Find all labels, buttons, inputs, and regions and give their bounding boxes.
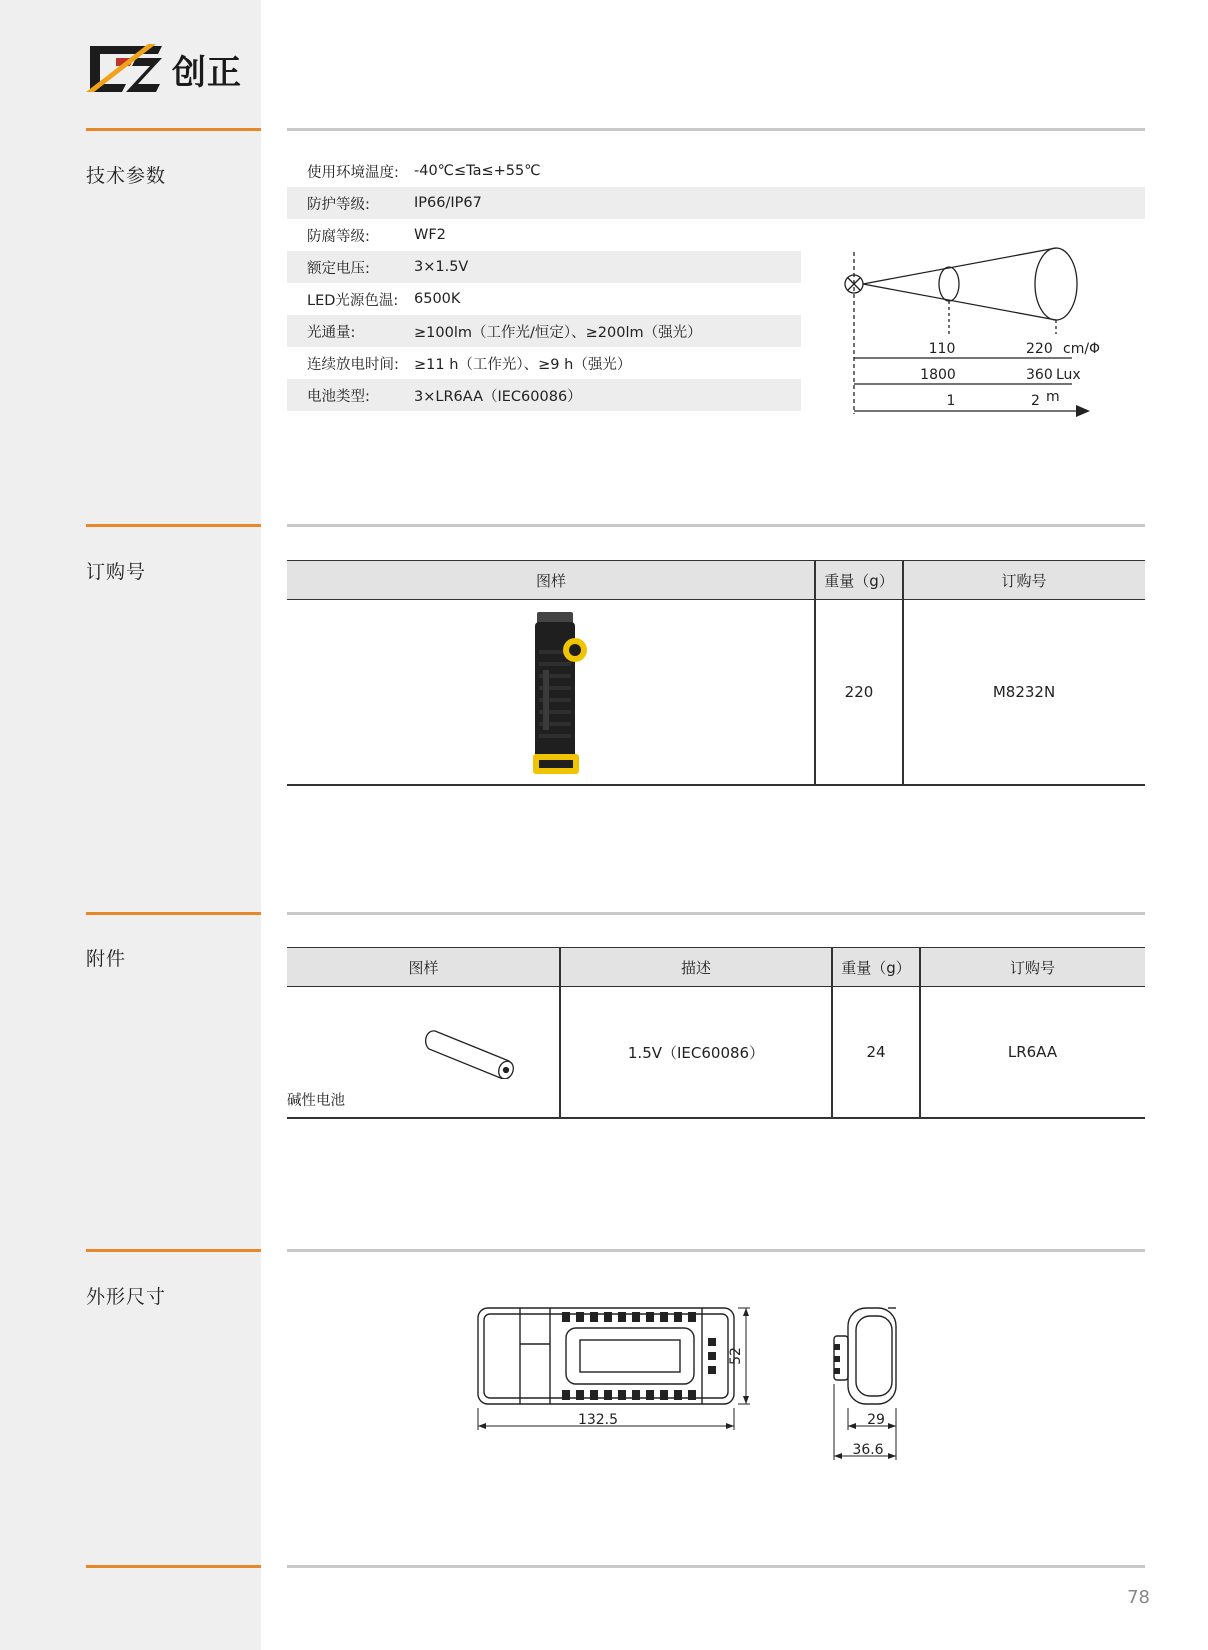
spec-value: ≥11 h（工作光）、≥9 h（强光） <box>414 356 632 373</box>
spec-value: ≥100lm（工作光/恒定）、≥200lm（强光） <box>414 324 702 341</box>
section-title-accessory: 附件 <box>86 948 127 970</box>
section-rule-accent <box>86 128 261 131</box>
table-header <box>287 560 1145 600</box>
spec-label: 防腐等级: <box>307 228 370 245</box>
spec-label: 额定电压: <box>307 260 370 277</box>
header-cell: 重量（g） <box>841 958 911 977</box>
brand-name: 创正 <box>172 52 242 93</box>
accessory-description: 1.5V（IEC60086） <box>627 1043 765 1062</box>
spec-label: 使用环境温度: <box>307 164 399 181</box>
brand-logo <box>86 44 242 94</box>
beam-lux-1: 1800 <box>920 367 956 383</box>
beam-distance-1: 1 <box>946 393 956 409</box>
section-title-dimensions: 外形尺寸 <box>86 1286 167 1308</box>
accessory-table <box>287 947 1145 1118</box>
accessory-weight: 24 <box>866 1043 886 1061</box>
dimension-length: 132.5 <box>577 1412 619 1428</box>
spec-row <box>287 219 801 251</box>
spec-value: IP66/IP67 <box>414 195 482 211</box>
cz-logo-icon <box>86 44 166 94</box>
accessory-caption: 碱性电池 <box>287 1093 345 1109</box>
spec-label: 连续放电时间: <box>307 356 399 373</box>
spec-value: 3×1.5V <box>414 259 469 275</box>
spec-label: 防护等级: <box>307 196 370 213</box>
spec-value: 6500K <box>414 291 461 307</box>
section-title-order: 订购号 <box>86 561 147 583</box>
table-bottom-rule <box>287 1117 1145 1119</box>
spec-row <box>287 315 801 347</box>
header-cell: 描述 <box>680 958 711 977</box>
header-cell: 图样 <box>535 571 566 590</box>
spec-label: LED光源色温: <box>307 292 399 309</box>
sidebar <box>0 0 261 1650</box>
dimension-drawing <box>470 1300 910 1470</box>
section-rule-accent <box>86 912 261 915</box>
spec-label: 光通量: <box>307 324 356 341</box>
spec-row <box>287 379 801 411</box>
battery-image <box>425 1023 525 1079</box>
beam-diameter-2: 220 <box>1026 341 1053 357</box>
beam-lux-2: 360 <box>1026 367 1053 383</box>
table-header <box>287 947 1145 987</box>
flashlight-product-image <box>523 610 593 780</box>
accessory-order-number: LR6AA <box>1007 1043 1058 1061</box>
spec-value: 3×LR6AA（IEC60086） <box>414 388 582 405</box>
section-rule <box>287 1249 1145 1252</box>
spec-label: 电池类型: <box>307 388 370 405</box>
footer-rule-accent <box>86 1565 261 1568</box>
order-weight: 220 <box>844 683 874 701</box>
section-rule-accent <box>86 524 261 527</box>
order-number: M8232N <box>992 683 1056 701</box>
table-bottom-rule <box>287 784 1145 786</box>
section-rule <box>287 128 1145 131</box>
spec-row <box>287 283 801 315</box>
header-cell: 重量（g） <box>824 571 894 590</box>
spec-row <box>287 251 801 283</box>
header-cell: 图样 <box>408 958 439 977</box>
section-rule <box>287 524 1145 527</box>
beam-diameter-1: 110 <box>928 341 956 357</box>
beam-distance-unit: m <box>1046 389 1060 405</box>
beam-diagram <box>826 244 1136 424</box>
spec-row <box>287 155 1145 187</box>
spec-value: WF2 <box>414 227 446 243</box>
dimension-depth-inner: 29 <box>867 1412 885 1428</box>
section-rule-accent <box>86 1249 261 1252</box>
order-table <box>287 560 1145 785</box>
footer-rule <box>287 1565 1145 1568</box>
dimension-depth-outer: 36.6 <box>852 1442 884 1458</box>
header-cell: 订购号 <box>1009 958 1055 977</box>
beam-lux-unit: Lux <box>1056 367 1081 383</box>
section-rule <box>287 912 1145 915</box>
dimension-height: 52 <box>728 1347 744 1365</box>
spec-value: -40℃≤Ta≤+55℃ <box>414 163 541 179</box>
page-number: 78 <box>1127 1587 1150 1608</box>
beam-distance-2: 2 <box>1031 393 1040 409</box>
spec-row <box>287 347 801 379</box>
header-cell: 订购号 <box>1001 571 1047 590</box>
section-title-tech: 技术参数 <box>86 165 167 187</box>
beam-diameter-unit: cm/Φ <box>1063 341 1101 357</box>
spec-row <box>287 187 1145 219</box>
